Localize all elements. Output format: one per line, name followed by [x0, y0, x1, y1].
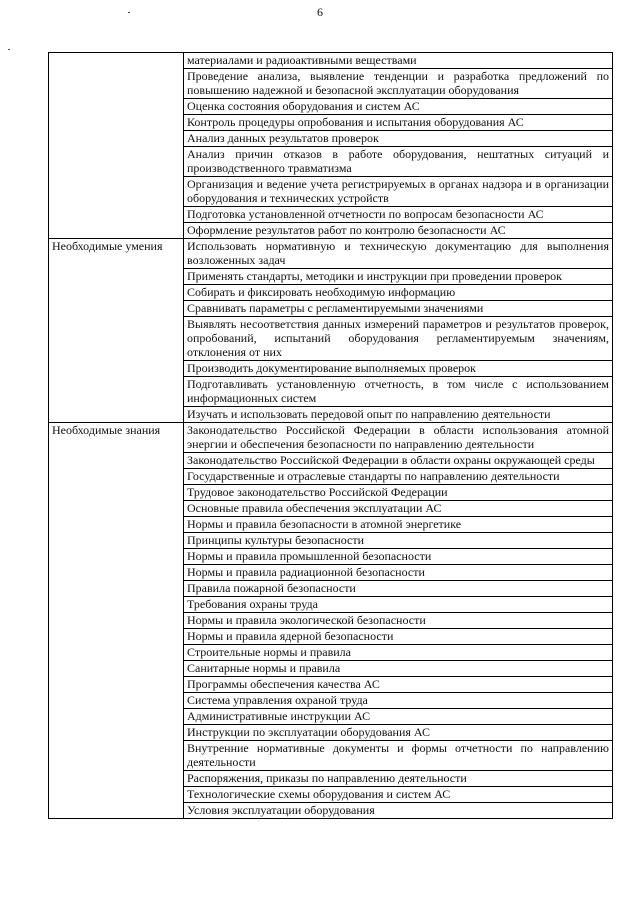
item-cell: Производить документирование выполняемых проверок [184, 361, 613, 377]
category-cell: Необходимые знания [49, 423, 184, 819]
item-cell: Правила пожарной безопасности [184, 581, 613, 597]
table-row [49, 239, 613, 269]
scan-speck [8, 49, 10, 50]
item-cell: Законодательство Российской Федерации в области охраны окружающей среды [184, 453, 613, 469]
item-cell: Нормы и правила ядерной безопасности [184, 629, 613, 645]
item-cell: Подготавливать установленную отчетность, в том числе с использованием информационных систем [184, 377, 613, 407]
page-number: 6 [317, 5, 323, 19]
item-cell: Нормы и правила промышленной безопасности [184, 549, 613, 565]
item-cell: Трудовое законодательство Российской Федерации [184, 485, 613, 501]
item-cell: Строительные нормы и правила [184, 645, 613, 661]
item-cell: Нормы и правила радиационной безопасности [184, 565, 613, 581]
item-cell: Выявлять несоответствия данных измерений параметров и результатов проверок, опробований, испытаний оборудования регламентируемым значениям, отклонения от них [184, 317, 613, 361]
item-cell: Оформление результатов работ по контролю безопасности АС [184, 223, 613, 239]
item-cell: Система управления охраной труда [184, 693, 613, 709]
category-cell [49, 53, 184, 239]
competency-table [48, 52, 613, 819]
item-cell: Распоряжения, приказы по направлению деятельности [184, 771, 613, 787]
item-cell: Применять стандарты, методики и инструкции при проведении проверок [184, 269, 613, 285]
item-cell: Инструкции по эксплуатации оборудования АС [184, 725, 613, 741]
item-cell: Нормы и правила экологической безопасности [184, 613, 613, 629]
scan-speck [128, 12, 130, 13]
item-cell: Внутренние нормативные документы и формы отчетности по направлению деятельности [184, 741, 613, 771]
item-cell: Оценка состояния оборудования и систем АС [184, 99, 613, 115]
item-cell: Принципы культуры безопасности [184, 533, 613, 549]
item-cell: Государственные и отраслевые стандарты по направлению деятельности [184, 469, 613, 485]
item-cell: Собирать и фиксировать необходимую информацию [184, 285, 613, 301]
item-cell: Контроль процедуры опробования и испытания оборудования АС [184, 115, 613, 131]
item-cell: Подготовка установленной отчетности по вопросам безопасности АС [184, 207, 613, 223]
item-cell: Нормы и правила безопасности в атомной энергетике [184, 517, 613, 533]
item-cell: Санитарные нормы и правила [184, 661, 613, 677]
item-cell: Требования охраны труда [184, 597, 613, 613]
table-body [49, 53, 613, 819]
item-cell: Проведение анализа, выявление тенденции и разработка предложений по повышению надежной и безопасной эксплуатации оборудования [184, 69, 613, 99]
item-cell: Законодательство Российской Федерации в области использования атомной энергии и обеспечения безопасности по направлению деятельности [184, 423, 613, 453]
table-row [49, 423, 613, 453]
item-cell: Условия эксплуатации оборудования [184, 803, 613, 819]
item-cell: Сравнивать параметры с регламентируемыми значениями [184, 301, 613, 317]
item-cell: Административные инструкции АС [184, 709, 613, 725]
item-cell: Основные правила обеспечения эксплуатации АС [184, 501, 613, 517]
item-cell: материалами и радиоактивными веществами [184, 53, 613, 69]
item-cell: Анализ причин отказов в работе оборудования, нештатных ситуаций и производственного травматизма [184, 147, 613, 177]
item-cell: Использовать нормативную и техническую документацию для выполнения возложенных задач [184, 239, 613, 269]
table-row [49, 53, 613, 69]
item-cell: Технологические схемы оборудования и систем АС [184, 787, 613, 803]
item-cell: Изучать и использовать передовой опыт по направлению деятельности [184, 407, 613, 423]
item-cell: Анализ данных результатов проверок [184, 131, 613, 147]
item-cell: Организация и ведение учета регистрируемых в органах надзора и в организации оборудования и технических устройств [184, 177, 613, 207]
item-cell: Программы обеспечения качества АС [184, 677, 613, 693]
category-cell: Необходимые умения [49, 239, 184, 423]
